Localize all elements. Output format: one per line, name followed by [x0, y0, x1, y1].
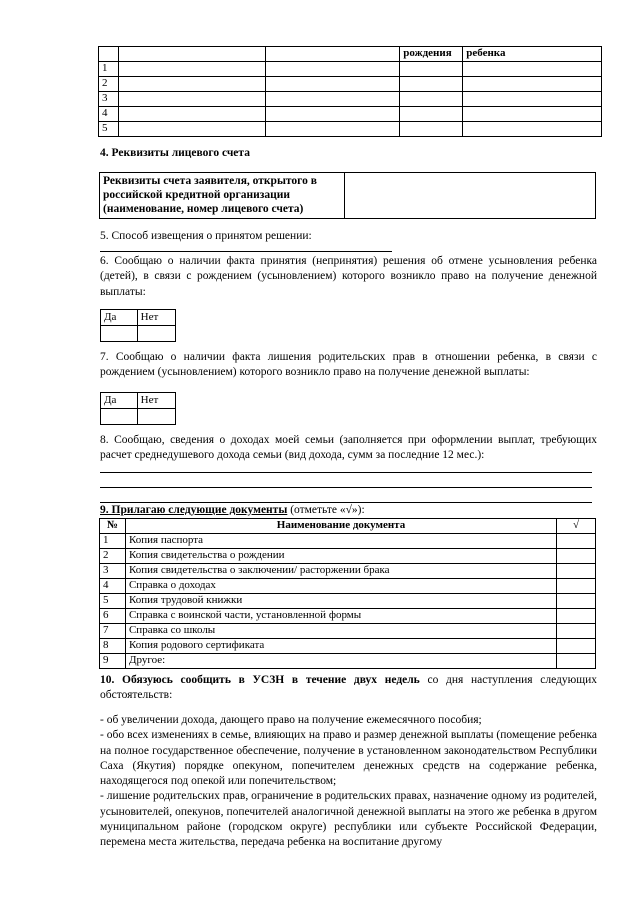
doc-number: 2	[100, 549, 126, 564]
doc-number: 6	[100, 609, 126, 624]
table-cell[interactable]	[265, 92, 400, 107]
table-cell[interactable]	[463, 77, 602, 92]
table-row	[100, 624, 596, 639]
table-row	[99, 77, 602, 92]
section-5-text: 5. Способ извещения о принятом решении:	[100, 230, 312, 242]
doc-name: Справка о доходах	[125, 579, 556, 594]
doc-number: 1	[100, 534, 126, 549]
doc-number: 9	[100, 654, 126, 669]
table-cell[interactable]	[118, 62, 265, 77]
doc-check-cell[interactable]	[557, 534, 596, 549]
table-row	[99, 122, 602, 137]
section-7-text: 7. Сообщаю о наличии факта лишения родительских прав в отношении ребенка, в связи с рождением (усыновлением) которого возникло право на получение денежной выплаты:	[100, 351, 597, 379]
table-cell[interactable]	[463, 107, 602, 122]
doc-check-cell[interactable]	[557, 624, 596, 639]
no-checkbox-cell[interactable]	[137, 326, 175, 342]
doc-name: Справка со школы	[125, 624, 556, 639]
doc-number: 4	[100, 579, 126, 594]
table-row	[100, 549, 596, 564]
table-row	[99, 92, 602, 107]
children-table-header	[99, 47, 602, 62]
no-label: Нет	[137, 310, 175, 326]
table-cell[interactable]	[463, 122, 602, 137]
table-cell[interactable]	[118, 107, 265, 122]
header-cell-child: ребенка	[463, 47, 602, 62]
doc-name: Копия родового сертификата	[125, 639, 556, 654]
yes-label: Да	[101, 393, 138, 409]
table-cell[interactable]	[400, 107, 463, 122]
doc-check-cell[interactable]	[557, 594, 596, 609]
doc-number: 8	[100, 639, 126, 654]
table-row	[100, 564, 596, 579]
section-9-title	[100, 503, 597, 518]
header-cell-birth: рождения	[400, 47, 463, 62]
account-label: Реквизиты счета заявителя, открытого в российской кредитной организации (наименование, номер лицевого счета)	[100, 173, 345, 219]
table-cell[interactable]	[118, 92, 265, 107]
section-7-yes-no-table	[100, 392, 176, 425]
doc-name: Копия свидетельства о рождении	[125, 549, 556, 564]
doc-number: 7	[100, 624, 126, 639]
doc-name: Копия паспорта	[125, 534, 556, 549]
header-cell	[99, 47, 119, 62]
doc-number: 5	[100, 594, 126, 609]
table-cell[interactable]	[265, 62, 400, 77]
table-cell[interactable]	[118, 122, 265, 137]
col-check-header: √	[557, 519, 596, 534]
table-row	[99, 107, 602, 122]
section-10-title	[100, 673, 597, 704]
account-value-field[interactable]	[344, 173, 595, 219]
row-number: 2	[99, 77, 119, 92]
documents-table	[99, 518, 596, 669]
doc-check-cell[interactable]	[557, 579, 596, 594]
table-row	[100, 534, 596, 549]
table-cell[interactable]	[400, 92, 463, 107]
section-10-title-bold: 10. Обязуюсь сообщить в УСЗН в течение двух недель	[100, 674, 420, 686]
table-cell[interactable]	[463, 62, 602, 77]
yes-checkbox-cell[interactable]	[101, 326, 138, 342]
section-4-title: 4. Реквизиты лицевого счета	[100, 147, 250, 159]
table-cell[interactable]	[118, 77, 265, 92]
row-number: 3	[99, 92, 119, 107]
doc-check-cell[interactable]	[557, 654, 596, 669]
doc-name: Другое:	[125, 654, 556, 669]
section-6-text: 6. Сообщаю о наличии факта принятия (непринятия) решения об отмене усыновления ребенка (детей), в связи с рождением (усыновлением) которого возникло право на получение денежной выплаты:	[100, 255, 597, 298]
doc-name: Справка с воинской части, установленной формы	[125, 609, 556, 624]
header-cell	[265, 47, 400, 62]
doc-check-cell[interactable]	[557, 639, 596, 654]
doc-check-cell[interactable]	[557, 549, 596, 564]
doc-check-cell[interactable]	[557, 564, 596, 579]
documents-table-header	[100, 519, 596, 534]
table-cell[interactable]	[265, 122, 400, 137]
no-checkbox-cell[interactable]	[137, 409, 175, 425]
table-cell[interactable]	[400, 77, 463, 92]
section-10-title-rest: со дня наступления следующих обстоятельств:	[100, 674, 597, 702]
table-cell[interactable]	[265, 107, 400, 122]
table-row	[99, 62, 602, 77]
doc-name: Копия трудовой книжки	[125, 594, 556, 609]
section-6-yes-no-table	[100, 309, 176, 342]
account-table	[99, 172, 596, 219]
yes-label: Да	[101, 310, 138, 326]
list-item: - лишение родительских прав, ограничение в родительских правах, назначение одному из родителей, усыновителей, опекунов, попечителей аналогичной денежной выплаты на этого же ребенка в другом муниципальном районе (городском округе) республики или субъекте Российской Федерации, перемена места жительства, передача ребенка на воспитание другому	[100, 790, 597, 849]
list-item: - об увеличении дохода, дающего право на получение ежемесячного пособия;	[100, 714, 482, 726]
header-cell	[118, 47, 265, 62]
row-number: 5	[99, 122, 119, 137]
row-number: 4	[99, 107, 119, 122]
table-cell[interactable]	[463, 92, 602, 107]
list-item: - обо всех изменениях в семье, влияющих на право и размер денежной выплаты (помещение ребенка на полное государственное обеспечение, получение в установленном законодательством Республики Саха (Якутия) порядке опекуном, попечителем денежных средств на содержание ребенка, находящегося под опекой или попечительством;	[100, 729, 597, 788]
section-9-title-rest: (отметьте «√»):	[287, 504, 365, 516]
children-table	[98, 46, 602, 137]
table-row	[100, 639, 596, 654]
table-row	[100, 609, 596, 624]
yes-checkbox-cell[interactable]	[101, 409, 138, 425]
table-row	[100, 654, 596, 669]
section-9-title-bold: 9. Прилагаю следующие документы	[100, 504, 288, 516]
notification-method-line[interactable]	[100, 251, 392, 252]
doc-check-cell[interactable]	[557, 609, 596, 624]
row-number: 1	[99, 62, 119, 77]
table-cell[interactable]	[400, 122, 463, 137]
table-cell[interactable]	[400, 62, 463, 77]
income-line-1[interactable]	[100, 472, 592, 473]
table-cell[interactable]	[265, 77, 400, 92]
table-row	[100, 579, 596, 594]
col-name-header: Наименование документа	[125, 519, 556, 534]
section-8-text: 8. Сообщаю, сведения о доходах моей семьи (заполняется при оформлении выплат, требующих расчет среднедушевого дохода семьи (вид дохода, сумм за последние 12 мес.):	[100, 434, 597, 462]
col-number-header: №	[100, 519, 126, 534]
obligations-list	[100, 713, 597, 851]
doc-number: 3	[100, 564, 126, 579]
no-label: Нет	[137, 393, 175, 409]
table-row	[100, 594, 596, 609]
doc-name: Копия свидетельства о заключении/ расторжении брака	[125, 564, 556, 579]
income-line-2[interactable]	[100, 487, 592, 488]
